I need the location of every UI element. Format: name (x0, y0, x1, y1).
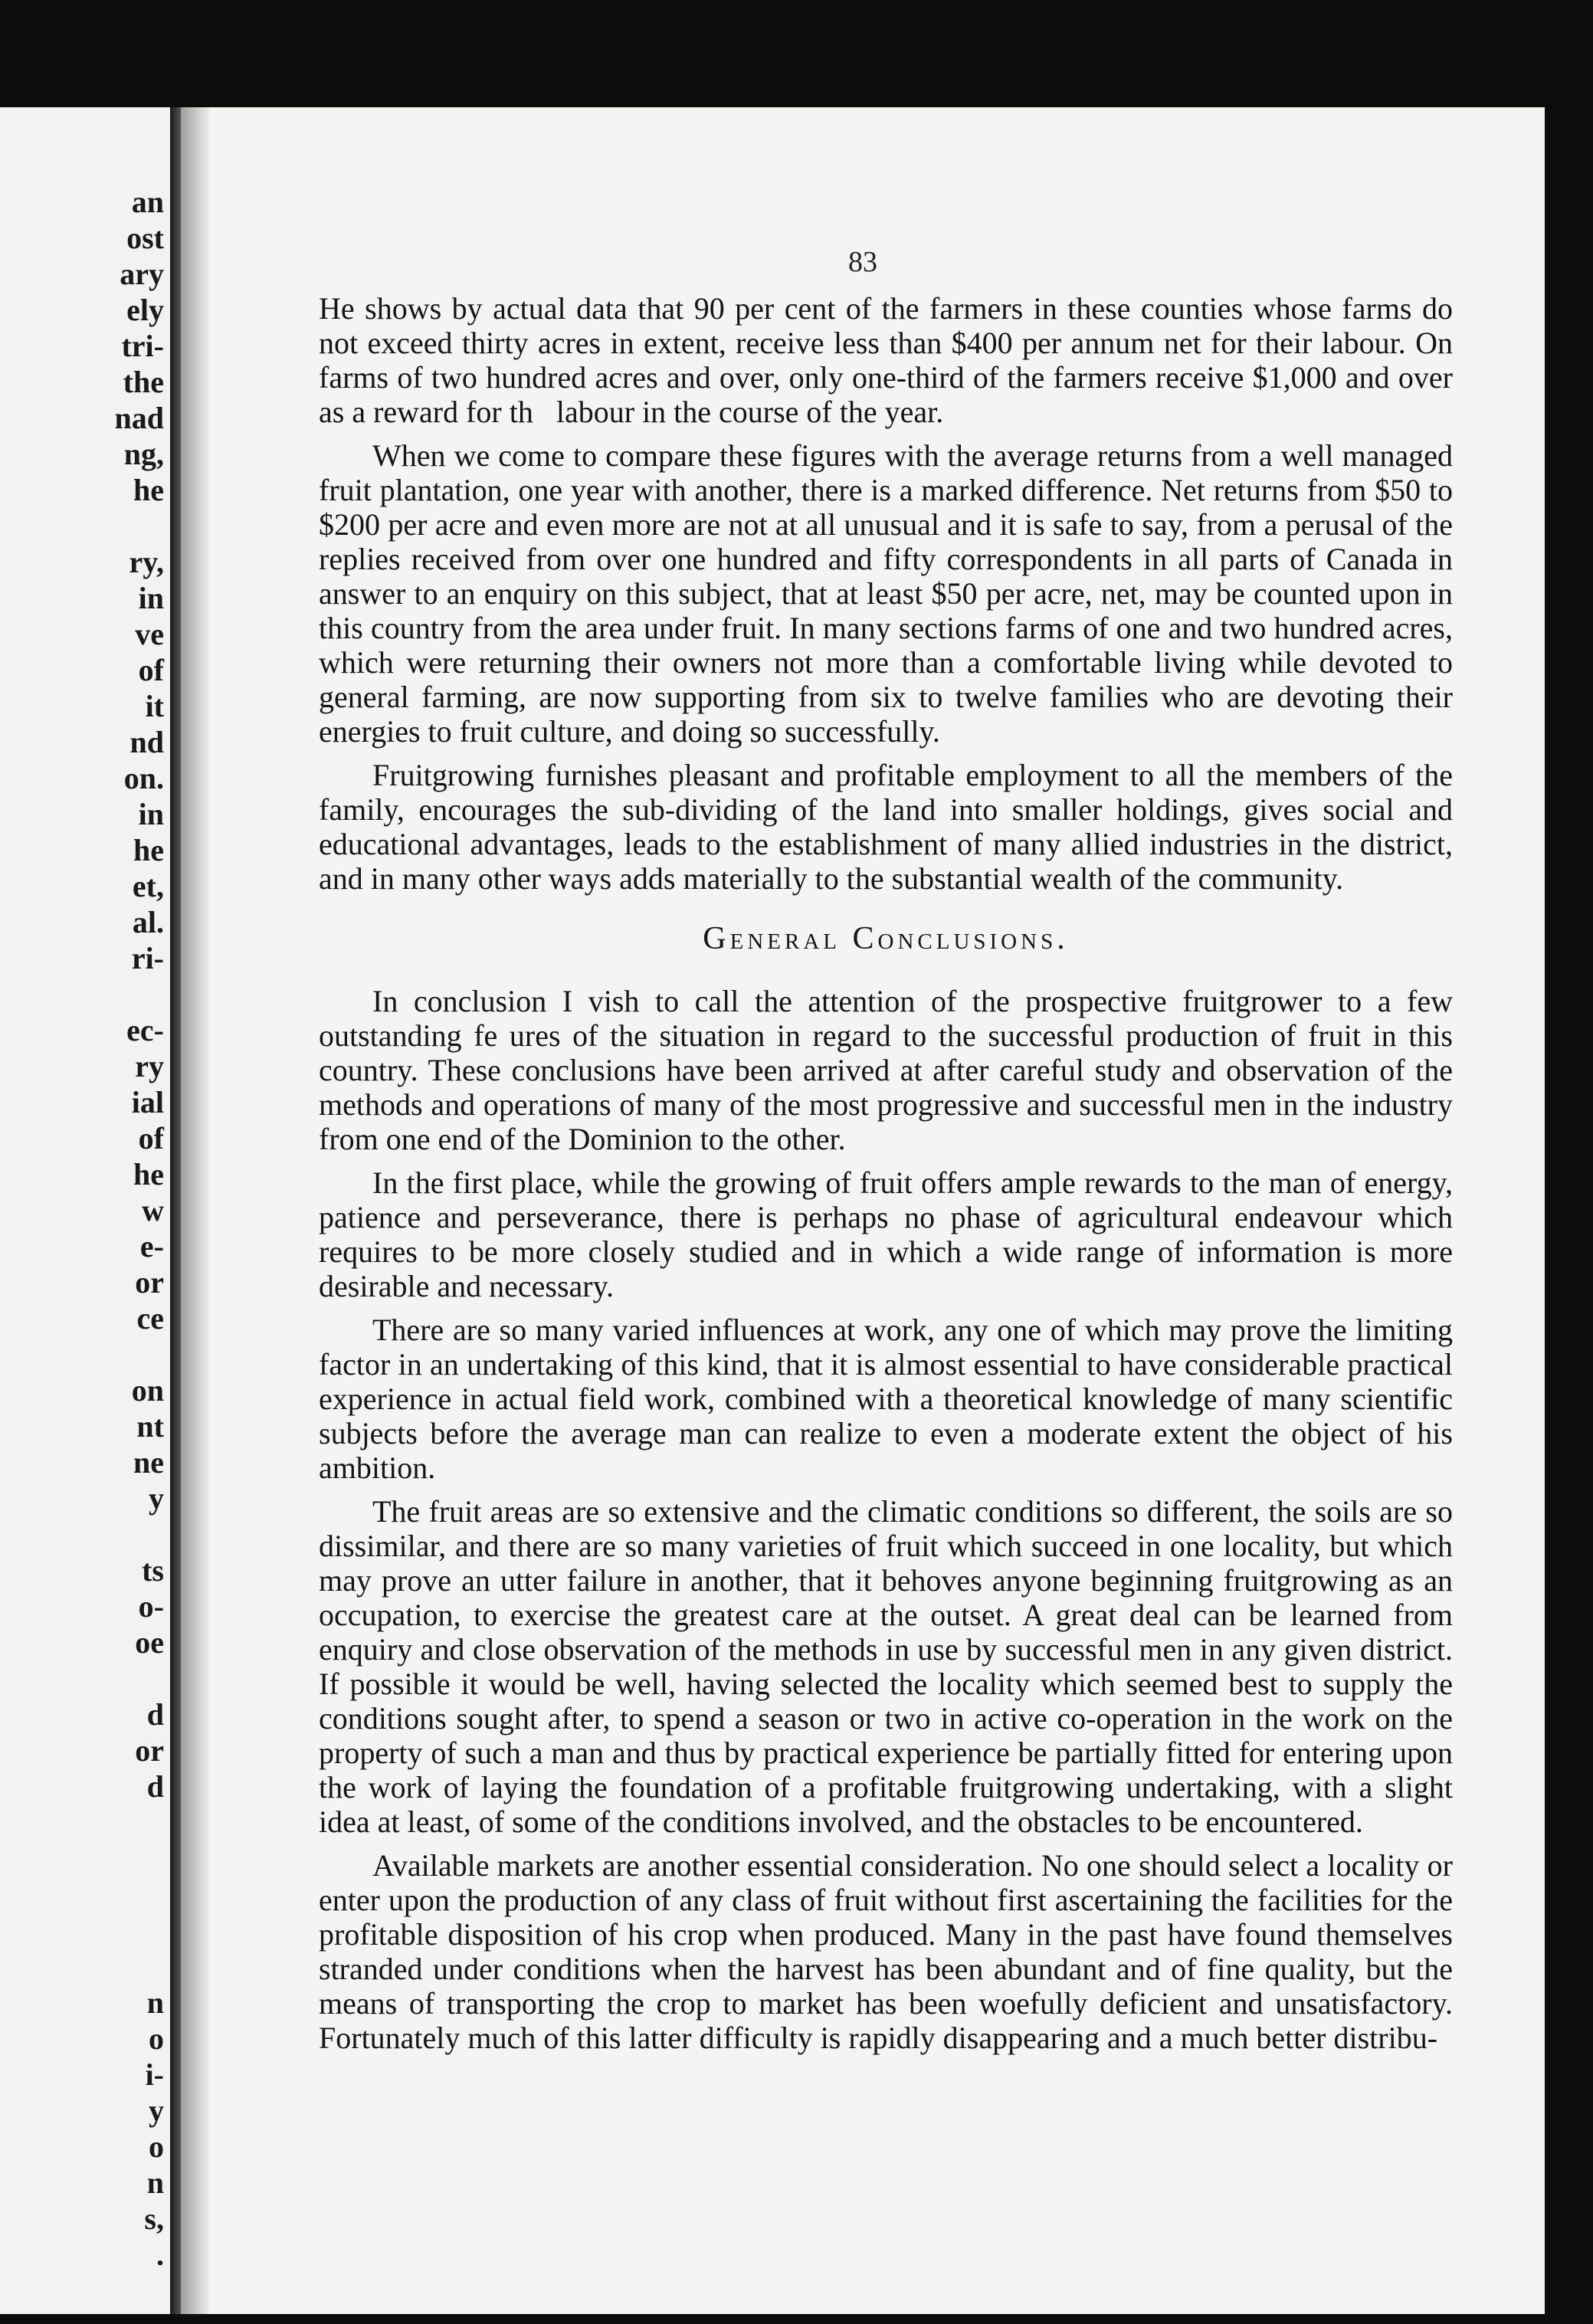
left-fragment: ary (120, 257, 164, 291)
left-fragment (0, 1336, 170, 1372)
left-fragment: o- (138, 1589, 164, 1624)
left-fragment: y (149, 1481, 164, 1516)
paragraph-3: Fruitgrowing furnishes pleasant and profitable employment to all the members of the family, encourages the sub-dividing of the land into smaller holdings, gives social and educational advantages, leads to the establishment of many allied industries in the district, and in many other ways adds materially to the substantial wealth of the community. (319, 758, 1453, 896)
left-fragment: ts (142, 1553, 164, 1588)
left-fragment: et, (132, 869, 164, 903)
left-fragment (0, 1804, 170, 1841)
left-fragment: or (135, 1265, 164, 1300)
left-fragment: he (133, 473, 164, 507)
left-fragment: ce (136, 1301, 164, 1336)
left-fragment (0, 508, 170, 544)
left-fragment: d (146, 1697, 164, 1732)
left-fragment (0, 976, 170, 1012)
left-fragment (0, 1949, 170, 1985)
left-fragment: in (138, 797, 164, 831)
left-fragment: it (145, 689, 164, 723)
left-fragment: an (131, 185, 164, 219)
left-fragment: the (123, 365, 164, 399)
left-fragment (0, 1516, 170, 1552)
left-fragment: ial (131, 1085, 164, 1119)
left-fragment: on (131, 1373, 164, 1408)
paragraph-7: The fruit areas are so extensive and the climatic conditions so different, the soils are so dissimilar, and there are so many varieties of fruit which succeed in one locality, but which may prove an utter failure in another, that it behoves anyone beginning fruitgrowing as an occupation, to exercise the greatest care at the outset. A great deal can be learned from enquiry and close observation of the methods in use by successful men in any given district. If possible it would be well, having selected the locality which seemed best to supply the conditions sought after, to spend a season or two in active co-operation in the work on the property of such a man and thus by practical experience be partially fitted for entering upon the work of laying the foundation of a profitable fruitgrowing undertaking, with a slight idea at least, of some of the conditions involved, and the obstacles to be encountered. (319, 1494, 1453, 1839)
left-fragment: nad (114, 401, 164, 435)
left-fragment: o (149, 2021, 164, 2056)
left-fragment: al. (132, 905, 164, 939)
left-fragment: w (142, 1193, 164, 1228)
left-fragment: ng, (123, 437, 164, 471)
left-fragment: he (133, 833, 164, 867)
section-heading: General Conclusions. (703, 921, 1069, 956)
page-number: 83 (848, 246, 877, 278)
paragraph-8: Available markets are another essential consideration. No one should select a locality or enter upon the production of any class of fruit without first ascertaining the facilities for the profitable disposition of his crop when produced. Many in the past have found themselves stranded under conditions when the harvest has been abundant and of fine quality, but the means of transporting the crop to market has been woefully deficient and unsatisfactory. Fortunately much of this latter difficulty is rapidly disappearing and a much better distribu- (319, 1848, 1453, 2055)
paragraph-6: There are so many varied influences at work, any one of which may prove the limiting factor in an undertaking of this kind, that it is almost essential to have considerable practical experience in actual field work, combined with a theoretical knowledge of many scientific subjects before the average man can realize to even a moderate extent the object of his ambition. (319, 1313, 1453, 1485)
paragraph-5: In the first place, while the growing of fruit offers ample rewards to the man of energy, patience and perseverance, there is perhaps no phase of agricultural endeavour which requires to be more closely studied and in which a wide range of information is more desirable and necessary. (319, 1165, 1453, 1303)
left-fragment: ely (126, 293, 164, 327)
left-fragment: tri- (121, 329, 164, 363)
left-fragment: or (135, 1733, 164, 1768)
left-fragment: ry (135, 1049, 164, 1083)
paragraph-2: When we come to compare these figures with the average returns from a well managed fruit plantation, one year with another, there is a marked difference. Net returns from $50 to $200 per acre and even more are not at all unusual and it is safe to say, from a perusal of the replies received from over one hundred and fifty correspondents in all parts of Canada in answer to an enquiry on this subject, that at least $50 per acre, net, may be counted upon in this country from the area under fruit. In many sections farms of one and two hundred acres, which were returning their owners not more than a comfortable living while devoted to general farming, are now supporting from six to twelve families who are devoting their energies to fruit culture, and doing so successfully. (319, 438, 1453, 749)
right-page (181, 107, 1545, 2314)
left-fragment: ry, (129, 545, 164, 579)
scan-border (1545, 107, 1593, 2314)
left-fragment (0, 1660, 170, 1696)
paragraph-4: In conclusion I vish to call the attention of the prospective fruitgrower to a few outstanding fe ures of the situation in regard to the successful production of fruit in this country. These conclusions have been arrived at after careful study and observation of the methods and operations of many of the most progressive and successful men in the industry from one end of the Dominion to the other. (319, 984, 1453, 1156)
left-fragment: n (146, 2165, 164, 2200)
left-fragment: nt (136, 1409, 164, 1444)
paragraph-1: He shows by actual data that 90 per cent of the farmers in these counties whose farms do not exceed thirty acres in extent, receive less than $400 per annum net for their labour. On farms of two hundred acres and over, only one-third of the farmers receive $1,000 and over as a reward for th labour in the course of the year. (319, 291, 1453, 429)
left-fragment: of (138, 653, 164, 687)
left-fragment (0, 1913, 170, 1949)
left-fragment: on. (123, 761, 164, 795)
left-fragment: ec- (126, 1013, 164, 1047)
left-fragment: n (146, 1985, 164, 2020)
left-fragment: e- (139, 1229, 164, 1264)
left-fragment: in (138, 581, 164, 615)
left-fragment: ve (135, 617, 164, 651)
left-fragment: oe (135, 1625, 164, 1660)
left-page-margin-fragments (0, 184, 170, 2272)
left-fragment: ost (126, 221, 164, 255)
left-fragment: he (133, 1157, 164, 1192)
left-fragment (0, 1841, 170, 1877)
left-fragment: s, (144, 2201, 164, 2236)
body-text (319, 291, 1453, 2064)
left-fragment: nd (129, 725, 164, 759)
left-fragment: y (149, 2093, 164, 2128)
left-fragment (0, 1877, 170, 1913)
left-fragment: o (149, 2129, 164, 2164)
left-fragment: of (138, 1121, 164, 1155)
left-fragment: d (146, 1769, 164, 1804)
left-fragment: ne (133, 1445, 164, 1480)
left-fragment: . (156, 2237, 164, 2272)
book-gutter (170, 107, 181, 2314)
left-fragment: i- (145, 2057, 164, 2092)
left-fragment: ri- (131, 941, 164, 975)
